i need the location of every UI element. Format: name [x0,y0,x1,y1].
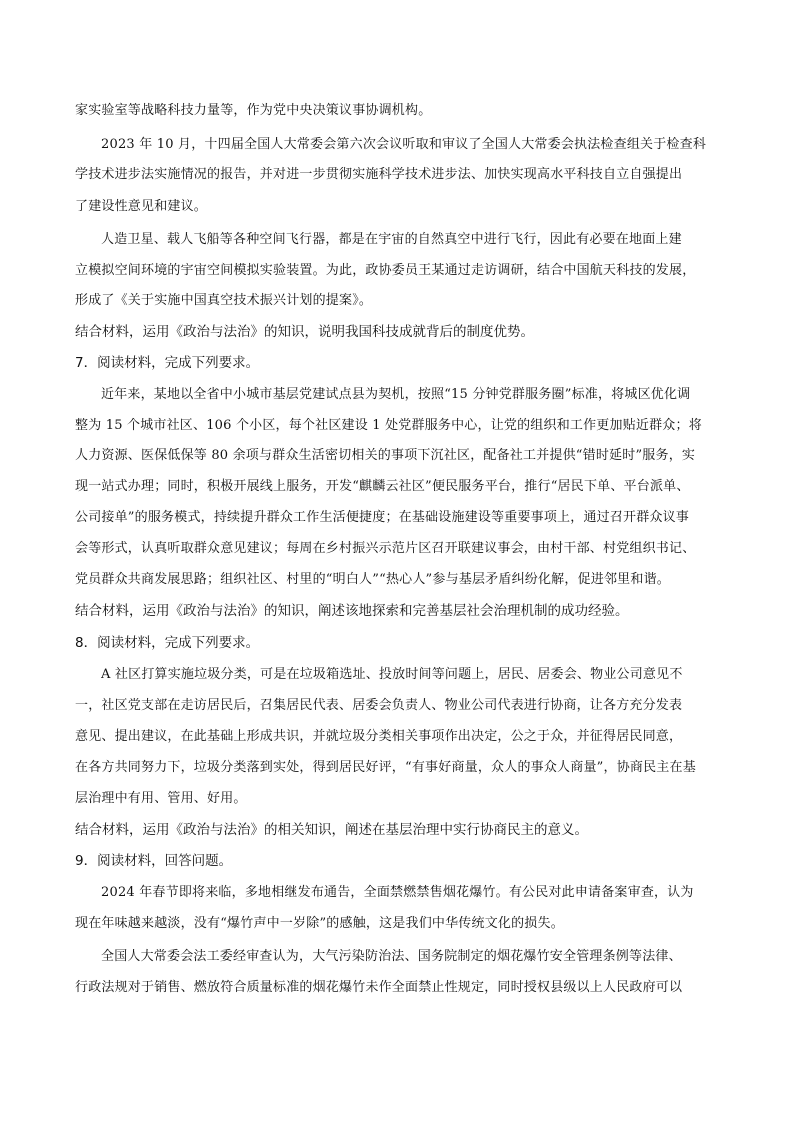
text-line: 公司接单”的服务模式，持续提升群众工作生活便捷度；在基础设施建设等重要事项上，通过召开群众议事 [75,510,690,525]
text-line: 在各方共同努力下，垃圾分类落到实处，得到居民好评，“有事好商量，众人的事众人商量”，协商民主在基 [75,760,696,775]
question-heading: 7．阅读材料，完成下列要求。 [75,355,260,371]
question-prompt: 结合材料，运用《政治与法治》的知识，阐述该地探索和完善基层社会治理机制的成功经验。 [75,603,629,619]
text-line: 行政法规对于销售、燃放符合质量标准的烟花爆竹未作全面禁止性规定，同时授权县级以上人民政府可以 [75,980,683,995]
text-line: A 社区打算实施垃圾分类，可是在垃圾箱选址、投放时间等问题上，居民、居委会、物业公司意见不 [101,667,683,682]
text-line: 整为 15 个城市社区、106 个小区，每个社区建设 1 处党群服务中心，让党的组织和工作更加贴近群众；将 [75,418,702,433]
text-line: 近年来，某地以全省中小城市基层党建试点县为契机，按照“15 分钟党群服务圈”标准，将城区优化调 [101,387,691,402]
text-line: 形成了《关于实施中国真空技术振兴计划的提案》。 [75,293,373,308]
text-line: 全国人大常委会法工委经审查认为，大气污染防治法、国务院制定的烟花爆竹安全管理条例等法律、 [101,949,682,964]
text-line: 家实验室等战略科技力量等，作为党中央决策议事协调机构。 [75,103,432,118]
text-line: 现一站式办理；同时，积极开展线上服务，开发“麒麟云社区”便民服务平台，推行“居民下单、平台派单、 [75,479,690,494]
text-line: 党员群众共商发展思路；组织社区、村里的“明白人”“热心人”参与基层矛盾纠纷化解，促进邻里和谐。 [75,572,670,587]
text-line: 2024 年春节即将来临，多地相继发布通告，全面禁燃禁售烟花爆竹。有公民对此申请备案审查，认为 [101,885,694,900]
text-line: 意见、提出建议，在此基础上形成共识，并就垃圾分类相关事项作出决定，公之于众，并征得居民同意， [75,729,683,744]
text-line: 会等形式，认真听取群众意见建议；每周在乡村振兴示范片区召开联建议事会，由村干部、村党组织书记、 [75,541,696,556]
question-prompt: 结合材料，运用《政治与法治》的相关知识，阐述在基层治理中实行协商民主的意义。 [75,822,588,838]
text-line: 学技术进步法实施情况的报告，并对进一步贯彻实施科学技术进步法、加快实现高水平科技自立自强提出 [75,167,683,182]
text-line: 层治理中有用、管用、好用。 [75,791,247,806]
text-line: 一，社区党支部在走访居民后，召集居民代表、居委会负责人、物业公司代表进行协商，让各方充分发表 [75,698,683,713]
question-heading: 9．阅读材料，回答问题。 [75,853,233,869]
text-line: 人力资源、医保低保等 80 余项与群众生活密切相关的事项下沉社区，配备社工并提供“错时延时”服务，实 [75,448,696,463]
question-heading: 8．阅读材料，完成下列要求。 [75,635,260,651]
text-line: 人造卫星、载人飞船等各种空间飞行器，都是在宇宙的自然真空中进行飞行，因此有必要在地面上建 [101,232,682,247]
question-prompt: 结合材料，运用《政治与法治》的知识，说明我国科技成就背后的制度优势。 [75,324,534,340]
text-line: 2023 年 10 月，十四届全国人大常委会第六次会议听取和审议了全国人大常委会执法检查组关于检查科 [101,137,707,152]
text-line: 立模拟空间环境的宇宙空间模拟实验装置。为此，政协委员王某通过走访调研，结合中国航天科技的发展， [75,263,696,278]
text-line: 了建设性意见和建议。 [75,199,208,214]
text-line: 现在年味越来越淡，没有“爆竹声中一岁除”的感触，这是我们中华传统文化的损失。 [75,916,564,931]
